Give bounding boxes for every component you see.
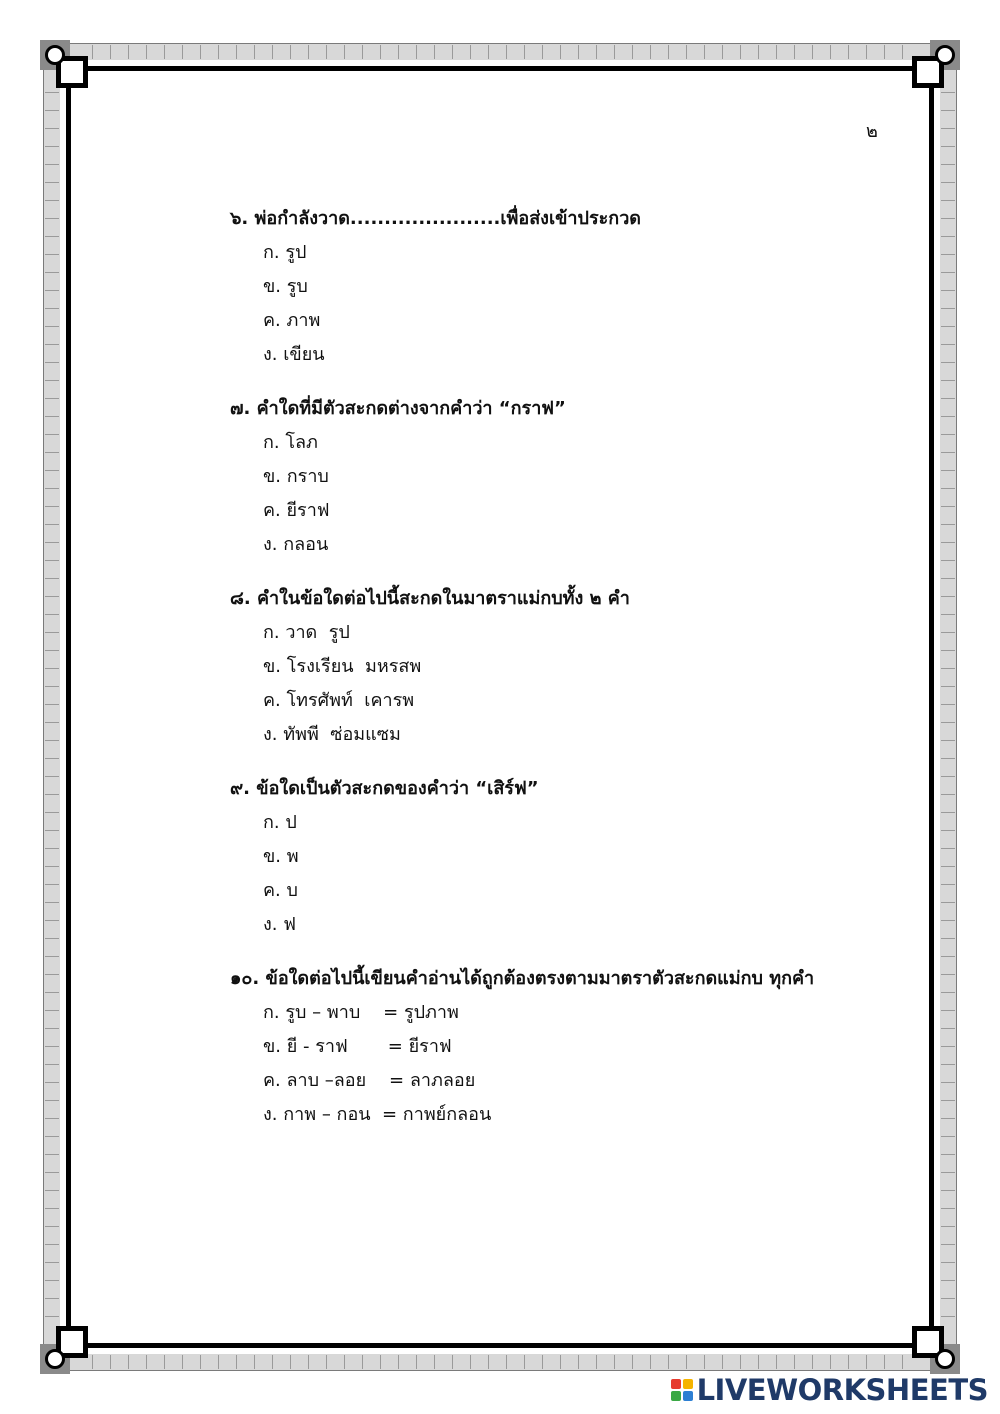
choice-option[interactable]: ง. กลอน bbox=[263, 534, 329, 555]
choice-option[interactable]: ก. โลภ bbox=[263, 432, 318, 453]
logo-square-blue bbox=[683, 1391, 693, 1401]
question-text: ๘. คำในข้อใดต่อไปนี้สะกดในมาตราแม่กบทั้ง ๒ คำ bbox=[230, 588, 630, 609]
liveworksheets-logo[interactable] bbox=[671, 1374, 988, 1406]
border-pattern-left bbox=[45, 92, 59, 1322]
choice-option[interactable]: ข. พ bbox=[263, 846, 299, 867]
logo-square-yellow bbox=[683, 1379, 693, 1389]
logo-square-green bbox=[671, 1391, 681, 1401]
choice-option[interactable]: ง. กาพ – กอน = กาพย์กลอน bbox=[263, 1104, 492, 1125]
page-number: ๒ bbox=[866, 121, 878, 142]
choice-option[interactable]: ก. ป bbox=[263, 812, 297, 833]
choice-option[interactable]: ก. รูป bbox=[263, 242, 307, 263]
choice-option[interactable]: ข. รูบ bbox=[263, 276, 308, 297]
question-text: ๑๐. ข้อใดต่อไปนี้เขียนคำอ่านได้ถูกต้องตรงตามมาตราตัวสะกดแม่กบ ทุกคำ bbox=[230, 968, 815, 989]
corner-ornament-top-right bbox=[908, 40, 960, 92]
choice-option[interactable]: ง. ฟ bbox=[263, 914, 296, 935]
choice-option[interactable]: ข. ยี - ราฟ = ยีราฟ bbox=[263, 1036, 452, 1057]
question-10 bbox=[230, 967, 814, 1127]
border-pattern-bottom bbox=[92, 1355, 908, 1369]
choice-option[interactable]: ค. โทรศัพท์ เคารพ bbox=[263, 690, 415, 711]
choice-option[interactable]: ข. โรงเรียน มหรสพ bbox=[263, 656, 422, 677]
corner-ornament-bottom-left bbox=[40, 1322, 92, 1374]
question-6 bbox=[230, 207, 641, 367]
choice-option[interactable]: ก. วาด รูป bbox=[263, 622, 350, 643]
choice-option[interactable]: ง. ทัพพี ซ่อมแซม bbox=[263, 724, 401, 745]
question-text: ๙. ข้อใดเป็นตัวสะกดของคำว่า “เสิร์ฟ” bbox=[230, 778, 539, 799]
liveworksheets-logo-text: LIVEWORKSHEETS bbox=[696, 1373, 988, 1407]
choice-option[interactable]: ค. ยีราฟ bbox=[263, 500, 330, 521]
question-text: ๖. พ่อกำลังวาด......................เพื่อส่งเข้าประกวด bbox=[230, 208, 641, 229]
question-text: ๗. คำใดที่มีตัวสะกดต่างจากคำว่า “กราฟ” bbox=[230, 398, 566, 419]
logo-square-red bbox=[671, 1379, 681, 1389]
choice-option[interactable]: ค. บ bbox=[263, 880, 298, 901]
question-7 bbox=[230, 397, 566, 557]
choice-option[interactable]: ง. เขียน bbox=[263, 344, 325, 365]
choice-option[interactable]: ข. กราบ bbox=[263, 466, 329, 487]
choice-option[interactable]: ค. ภาพ bbox=[263, 310, 321, 331]
border-pattern-top bbox=[92, 45, 908, 59]
liveworksheets-logo-icon bbox=[671, 1379, 693, 1401]
question-9 bbox=[230, 777, 539, 937]
question-8 bbox=[230, 587, 630, 747]
choice-option[interactable]: ก. รูบ – พาบ = รูปภาพ bbox=[263, 1002, 459, 1023]
corner-ornament-top-left bbox=[40, 40, 92, 92]
choice-option[interactable]: ค. ลาบ –ลอย = ลาภลอย bbox=[263, 1070, 476, 1091]
corner-ornament-bottom-right bbox=[908, 1322, 960, 1374]
border-pattern-right bbox=[941, 92, 955, 1322]
